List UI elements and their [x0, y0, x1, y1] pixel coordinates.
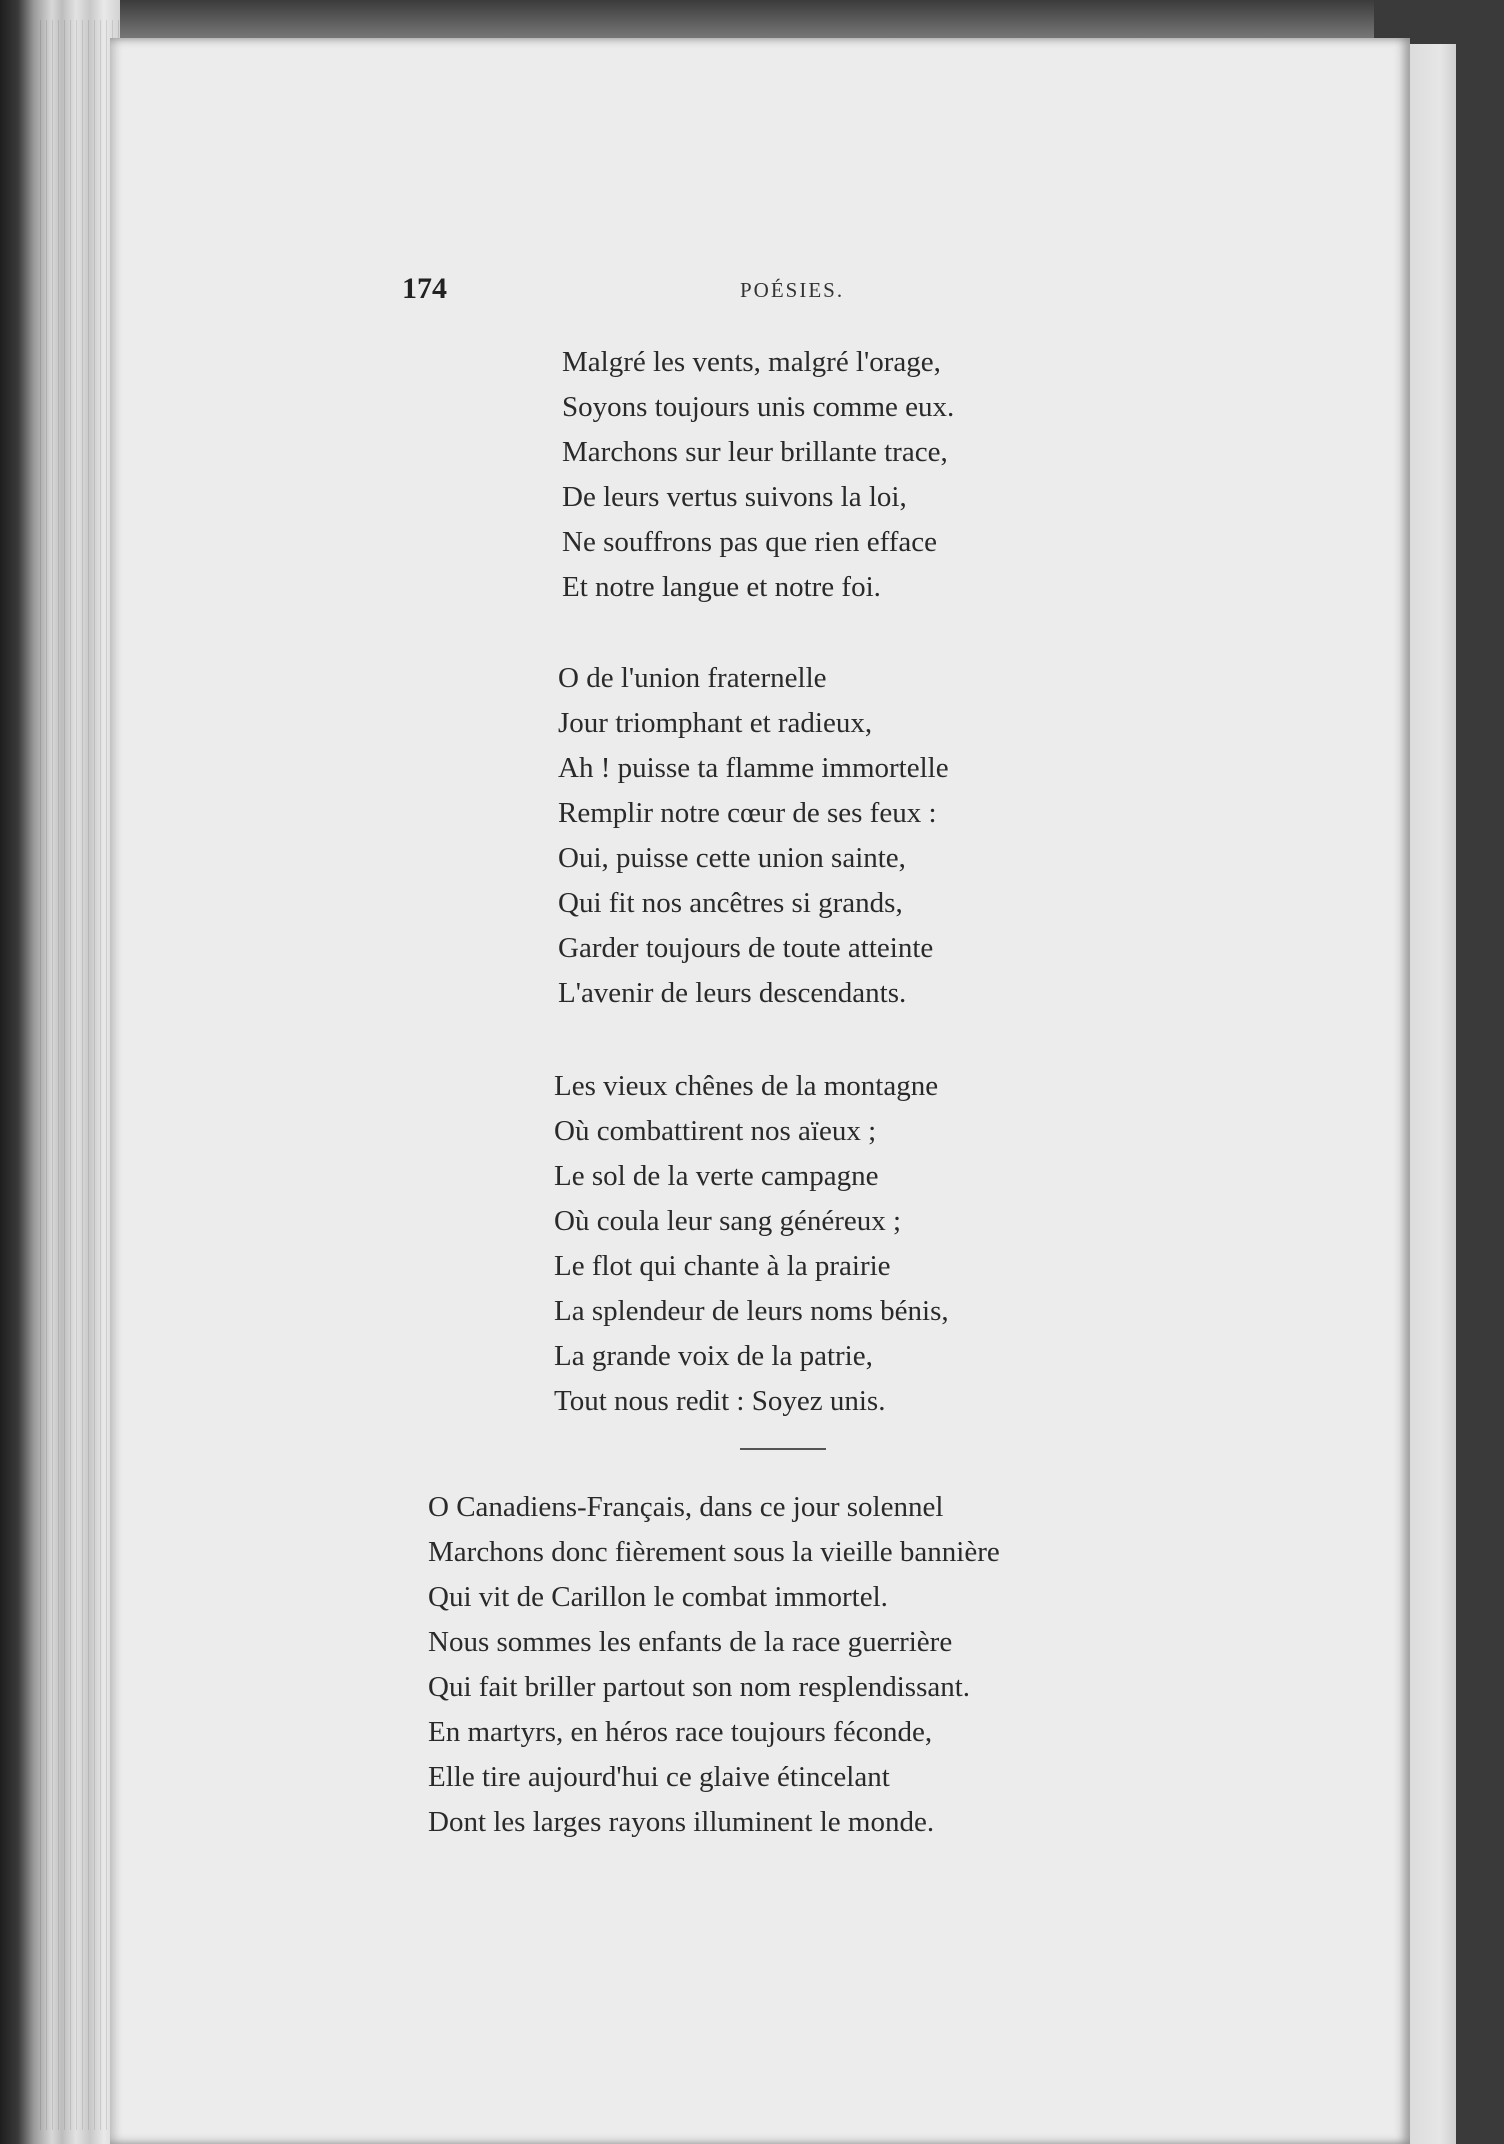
verse-line: Où combattirent nos aïeux ; [554, 1115, 877, 1147]
verse-line: L'avenir de leurs descendants. [558, 977, 907, 1009]
verse-line: En martyrs, en héros race toujours féconde, [428, 1716, 933, 1748]
verse-line: Malgré les vents, malgré l'orage, [562, 346, 941, 378]
scan-top-edge [0, 0, 1504, 40]
verse-line: Le flot qui chante à la prairie [554, 1250, 891, 1282]
verse-line: Les vieux chênes de la montagne [554, 1070, 939, 1102]
verse-line: Qui fit nos ancêtres si grands, [558, 887, 903, 919]
verse-line: Tout nous redit : Soyez unis. [554, 1385, 886, 1417]
verse-line: Qui fait briller partout son nom resplendissant. [428, 1671, 971, 1703]
verse-line: Oui, puisse cette union sainte, [558, 842, 906, 874]
stanza-4 [428, 1485, 1000, 1845]
stanza-3 [554, 1064, 949, 1424]
verse-line: Soyons toujours unis comme eux. [562, 391, 955, 423]
verse-line: Elle tire aujourd'hui ce glaive étincelant [428, 1761, 890, 1793]
verse-line: O de l'union fraternelle [558, 662, 827, 694]
verse-line: De leurs vertus suivons la loi, [562, 481, 907, 513]
verse-line: Qui vit de Carillon le combat immortel. [428, 1581, 888, 1613]
verse-line: Jour triomphant et radieux, [558, 707, 873, 739]
verse-line: O Canadiens-Français, dans ce jour solennel [428, 1491, 944, 1523]
verse-line: Où coula leur sang généreux ; [554, 1205, 902, 1237]
verse-line: Nous sommes les enfants de la race guerrière [428, 1626, 953, 1658]
page-number: 174 [402, 272, 447, 305]
verse-line: Ah ! puisse ta flamme immortelle [558, 752, 949, 784]
verse-line: Le sol de la verte campagne [554, 1160, 879, 1192]
verse-line: Remplir notre cœur de ses feux : [558, 797, 937, 829]
verse-line: La grande voix de la patrie, [554, 1340, 873, 1372]
verse-line: Garder toujours de toute atteinte [558, 932, 934, 964]
section-divider [740, 1448, 826, 1450]
verse-line: Ne souffrons pas que rien efface [562, 526, 937, 558]
book-page-edge-lines [40, 20, 120, 2130]
verse-line: Marchons donc fièrement sous la vieille bannière [428, 1536, 1000, 1568]
stanza-2 [558, 656, 949, 1016]
verse-line: Et notre langue et notre foi. [562, 571, 881, 603]
verse-line: La splendeur de leurs noms bénis, [554, 1295, 949, 1327]
stanza-1 [562, 340, 954, 610]
verse-line: Marchons sur leur brillante trace, [562, 436, 948, 468]
verse-line: Dont les larges rayons illuminent le monde. [428, 1806, 935, 1838]
running-head: POÉSIES. [740, 278, 845, 302]
